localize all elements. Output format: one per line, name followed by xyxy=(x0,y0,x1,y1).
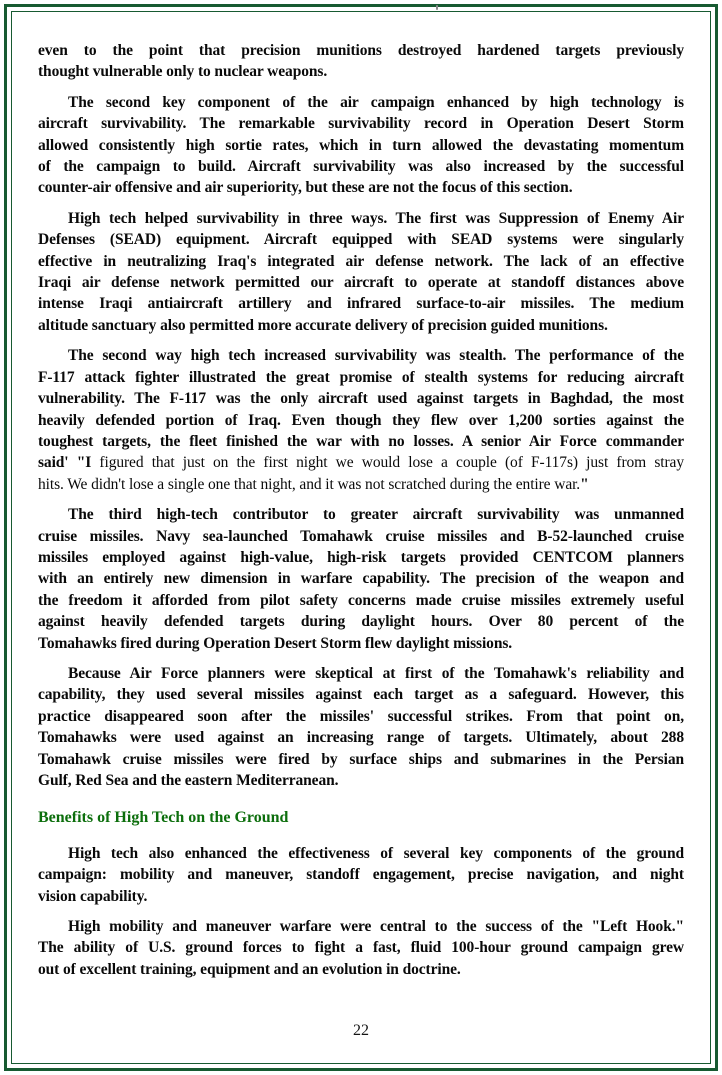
text-line xyxy=(38,568,684,589)
text-line xyxy=(38,208,684,229)
text-line xyxy=(38,959,684,980)
text-segment: altitude sanctuary also permitted more accurate delivery of precision guided munitions. xyxy=(38,316,608,334)
text-segment: The second way high tech increased survivability was stealth. The performance of the xyxy=(68,347,684,365)
text-segment: The second key component of the air campaign enhanced by high technology is xyxy=(68,93,684,111)
text-line xyxy=(38,388,684,409)
text-segment: High tech also enhanced the effectiveness of several key components of the ground xyxy=(68,844,684,862)
text-segment: High tech helped survivability in three ways. The first was Suppression of Enemy Air xyxy=(68,209,684,227)
paragraph-cruise-missiles xyxy=(38,504,684,654)
text-segment: cruise missiles. Navy sea-launched Tomahawk cruise missiles and B-52-launched cruise xyxy=(38,527,684,545)
text-line xyxy=(38,345,684,366)
text-line xyxy=(38,61,684,82)
text-segment: heavily defended portion of Iraq. Even though they flew over 1,200 sorties against the xyxy=(38,411,684,429)
text-line xyxy=(38,770,684,791)
text-segment: toughest targets, the fleet finished the war with no losses. A senior Air Force commander xyxy=(38,432,684,450)
paragraph-tomahawk xyxy=(38,663,684,791)
text-line xyxy=(38,92,684,113)
text-segment: Tomahawks were used against an increasing range of targets. Ultimately, about 288 xyxy=(38,729,684,747)
text-line xyxy=(38,633,684,654)
paragraph-stealth xyxy=(38,345,684,495)
text-line xyxy=(38,135,684,156)
paragraph-survivability xyxy=(38,92,684,199)
text-line xyxy=(38,177,684,198)
text-line xyxy=(38,251,684,272)
text-line xyxy=(38,40,684,61)
paragraph-continuation xyxy=(38,40,684,83)
text-segment: missiles employed against high-value, high-risk targets provided CENTCOM planners xyxy=(38,548,684,566)
text-line xyxy=(38,916,684,937)
text-line xyxy=(38,367,684,388)
text-segment: with an entirely new dimension in warfare capability. The precision of the weapon and xyxy=(38,570,684,588)
text-segment: intense Iraqi antiaircraft artillery and infrared surface-to-air missiles. The medium xyxy=(38,295,684,313)
text-segment: capability, they used several missiles against each target as a safeguard. However, this xyxy=(38,686,684,704)
text-line xyxy=(38,663,684,684)
text-segment: practice disappeared soon after the missiles' successful strikes. From that point on, xyxy=(38,707,684,725)
text-line xyxy=(38,937,684,958)
text-segment: Because Air Force planners were skeptical at first of the Tomahawk's reliability and xyxy=(68,664,684,682)
text-line xyxy=(38,113,684,134)
text-segment: High mobility and maneuver warfare were central to the success of the "Left Hook." xyxy=(68,918,684,936)
text-segment: vision capability. xyxy=(38,887,148,905)
text-line xyxy=(38,749,684,770)
page-content xyxy=(38,40,684,989)
text-line xyxy=(38,706,684,727)
text-line xyxy=(38,229,684,250)
text-segment: Tomahawks fired during Operation Desert Storm flew daylight missions. xyxy=(38,634,513,652)
section-heading: Benefits of High Tech on the Ground xyxy=(38,809,289,827)
paragraph-left-hook xyxy=(38,916,684,980)
text-segment: vulnerability. The F-117 was the only aircraft used against targets in Baghdad, the most xyxy=(38,390,684,408)
scan-artifact-speck xyxy=(436,5,438,10)
text-line xyxy=(38,611,684,632)
paragraph-sead xyxy=(38,208,684,336)
text-segment: Iraqi air defense network permitted our aircraft to operate at standoff distances above xyxy=(38,274,684,292)
text-line xyxy=(38,315,684,336)
text-line xyxy=(38,886,684,907)
text-line xyxy=(38,590,684,611)
text-segment: out of excellent training, equipment and an evolution in doctrine. xyxy=(38,960,461,978)
text-segment: F-117 attack fighter illustrated the great promise of stealth systems for reducing aircraft xyxy=(38,368,684,386)
text-segment: hits. We didn't lose a single one that night, and it was not scratched during the entire war. xyxy=(38,475,581,493)
text-segment: effective in neutralizing Iraq's integrated air defense network. The lack of an effective xyxy=(38,252,684,270)
text-segment: aircraft survivability. The remarkable survivability record in Operation Desert Storm xyxy=(38,115,684,133)
text-line xyxy=(38,474,684,495)
text-segment: The ability of U.S. ground forces to fight a fast, fluid 100-hour ground campaign grew xyxy=(38,939,684,957)
text-line xyxy=(38,156,684,177)
text-segment: Tomahawk cruise missiles were fired by surface ships and submarines in the Persian xyxy=(38,750,684,768)
text-segment: The third high-tech contributor to greater aircraft survivability was unmanned xyxy=(68,506,684,524)
text-segment: campaign: mobility and maneuver, standoff engagement, precise navigation, and night xyxy=(38,866,684,884)
text-line xyxy=(38,526,684,547)
text-line xyxy=(38,410,684,431)
text-line xyxy=(38,272,684,293)
text-segment: figured that just on the first night we would lose a couple (of F-117s) just from stray xyxy=(99,454,684,472)
text-line xyxy=(38,504,684,525)
text-segment: allowed consistently high sortie rates, which in turn allowed the devastating momentum xyxy=(38,136,684,154)
text-segment: even to the point that precision munitions destroyed hardened targets previously xyxy=(38,42,684,59)
text-line xyxy=(38,431,684,452)
text-segment: Gulf, Red Sea and the eastern Mediterranean. xyxy=(38,772,339,789)
text-segment: thought vulnerable only to nuclear weapons. xyxy=(38,63,328,81)
paragraph-ground-campaign xyxy=(38,843,684,907)
page-number: 22 xyxy=(353,1022,369,1039)
text-line xyxy=(38,452,684,473)
text-segment: " xyxy=(580,475,589,493)
text-line xyxy=(38,864,684,885)
text-segment: Defenses (SEAD) equipment. Aircraft equipped with SEAD systems were singularly xyxy=(38,231,684,249)
text-line xyxy=(38,843,684,864)
text-segment: said' "I xyxy=(38,454,100,472)
text-segment: against heavily defended targets during daylight hours. Over 80 percent of the xyxy=(38,613,684,631)
text-segment: counter-air offensive and air superiority, but these are not the focus of this section. xyxy=(38,179,573,197)
text-segment: of the campaign to build. Aircraft survivability was also increased by the successful xyxy=(38,158,684,176)
text-line xyxy=(38,547,684,568)
text-segment: the freedom it afforded from pilot safety concerns made cruise missiles extremely useful xyxy=(38,591,684,609)
text-line xyxy=(38,293,684,314)
text-line xyxy=(38,727,684,748)
text-line xyxy=(38,684,684,705)
